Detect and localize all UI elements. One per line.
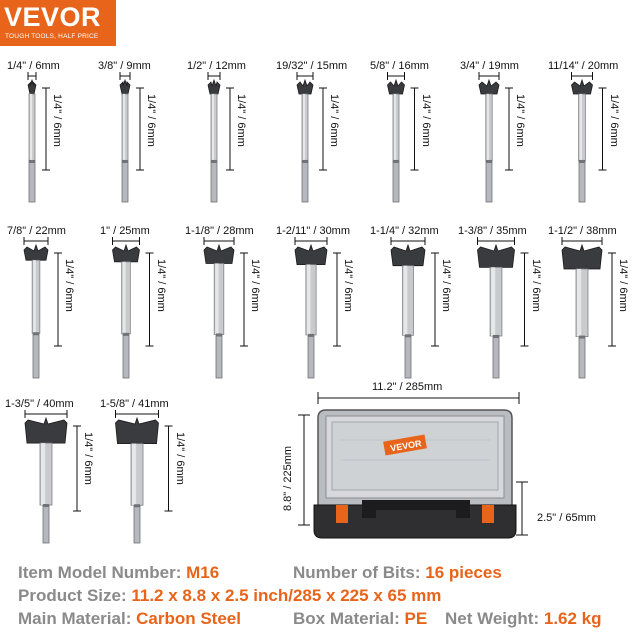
spec-material [18,609,241,629]
spec-bits-label: Number of Bits: [293,563,421,582]
bit-shank-label: 1/4" / 6mm [440,259,452,312]
case-lid-logo: VEVOR [389,438,423,454]
bit-size-label: 1-5/8" / 41mm [100,398,169,410]
spec-size [18,586,441,606]
spec-size-label: Product Size: [18,586,127,605]
bit-size-label: 1-1/4" / 32mm [370,225,439,237]
bit-size-label: 1/4" / 6mm [7,60,60,72]
spec-weight-value: 1.62 kg [543,609,602,628]
bit-shank-label: 1/4" / 6mm [173,432,186,485]
spec-box-value: PE [404,609,428,628]
case-depth-label: 8.8" / 225mm [282,445,294,511]
bit-shank-label: 1/4" / 6mm [342,259,354,312]
bit-size-label: 19/32" / 15mm [276,60,348,72]
spec-model-label: Item Model Number: [18,563,182,582]
bit-size-label: 1-1/2" / 38mm [548,225,617,237]
bit-size-label: 1/2" / 12mm [187,60,246,72]
brand-tagline: TOUGH TOOLS, HALF PRICE [5,33,99,40]
spec-box [293,609,427,629]
spec-size-value: 11.2 x 8.8 x 2.5 inch/285 x 225 x 65 mm [131,586,442,605]
brand-name: VEVOR [4,2,102,32]
bit-shank-label: 1/4" / 6mm [249,259,261,312]
spec-bits-value: 16 pieces [425,563,502,582]
spec-model-value: M16 [186,563,220,582]
bit-shank-label: 1/4" / 6mm [63,259,75,312]
case-height-label: 2.5" / 65mm [537,512,596,524]
bit-shank-label: 1/4" / 6mm [145,94,157,147]
bit-size-label: 1-1/8" / 28mm [185,225,254,237]
bit-shank-label: 1/4" / 6mm [419,94,432,147]
spec-weight [445,609,602,629]
bit-shank-label: 1/4" / 6mm [51,94,63,147]
bit-shank-label: 1/4" / 6mm [154,259,167,312]
bit-shank-label: 1/4" / 6mm [82,432,94,485]
bit-size-label: 3/4" / 19mm [460,60,519,72]
bit-size-label: 1" / 25mm [100,225,150,237]
bit-shank-label: 1/4" / 6mm [617,259,629,312]
spec-bits [293,563,502,583]
bit-size-label: 3/8" / 9mm [98,60,151,72]
spec-material-label: Main Material: [18,609,132,628]
bit-size-label: 5/8" / 16mm [370,60,429,72]
bit-shank-label: 1/4" / 6mm [607,94,620,147]
bit-size-label: 1-3/5" / 40mm [5,398,74,410]
bit-shank-label: 1/4" / 6mm [235,94,247,147]
spec-box-label: Box Material: [293,609,400,628]
spec-model [18,563,219,583]
spec-weight-label: Net Weight: [445,609,540,628]
case-width-label: 11.2" / 285mm [372,381,443,393]
bit-size-label: 1-2/11" / 30mm [276,225,351,237]
bit-shank-label: 1/4" / 6mm [514,94,526,147]
bit-size-label: 11/14" / 20mm [548,60,619,72]
bit-shank-label: 1/4" / 6mm [529,259,542,312]
bit-shank-label: 1/4" / 6mm [328,94,340,147]
bit-size-label: 7/8" / 22mm [7,225,66,237]
bit-size-label: 1-3/8" / 35mm [458,225,527,237]
spec-material-value: Carbon Steel [136,609,241,628]
